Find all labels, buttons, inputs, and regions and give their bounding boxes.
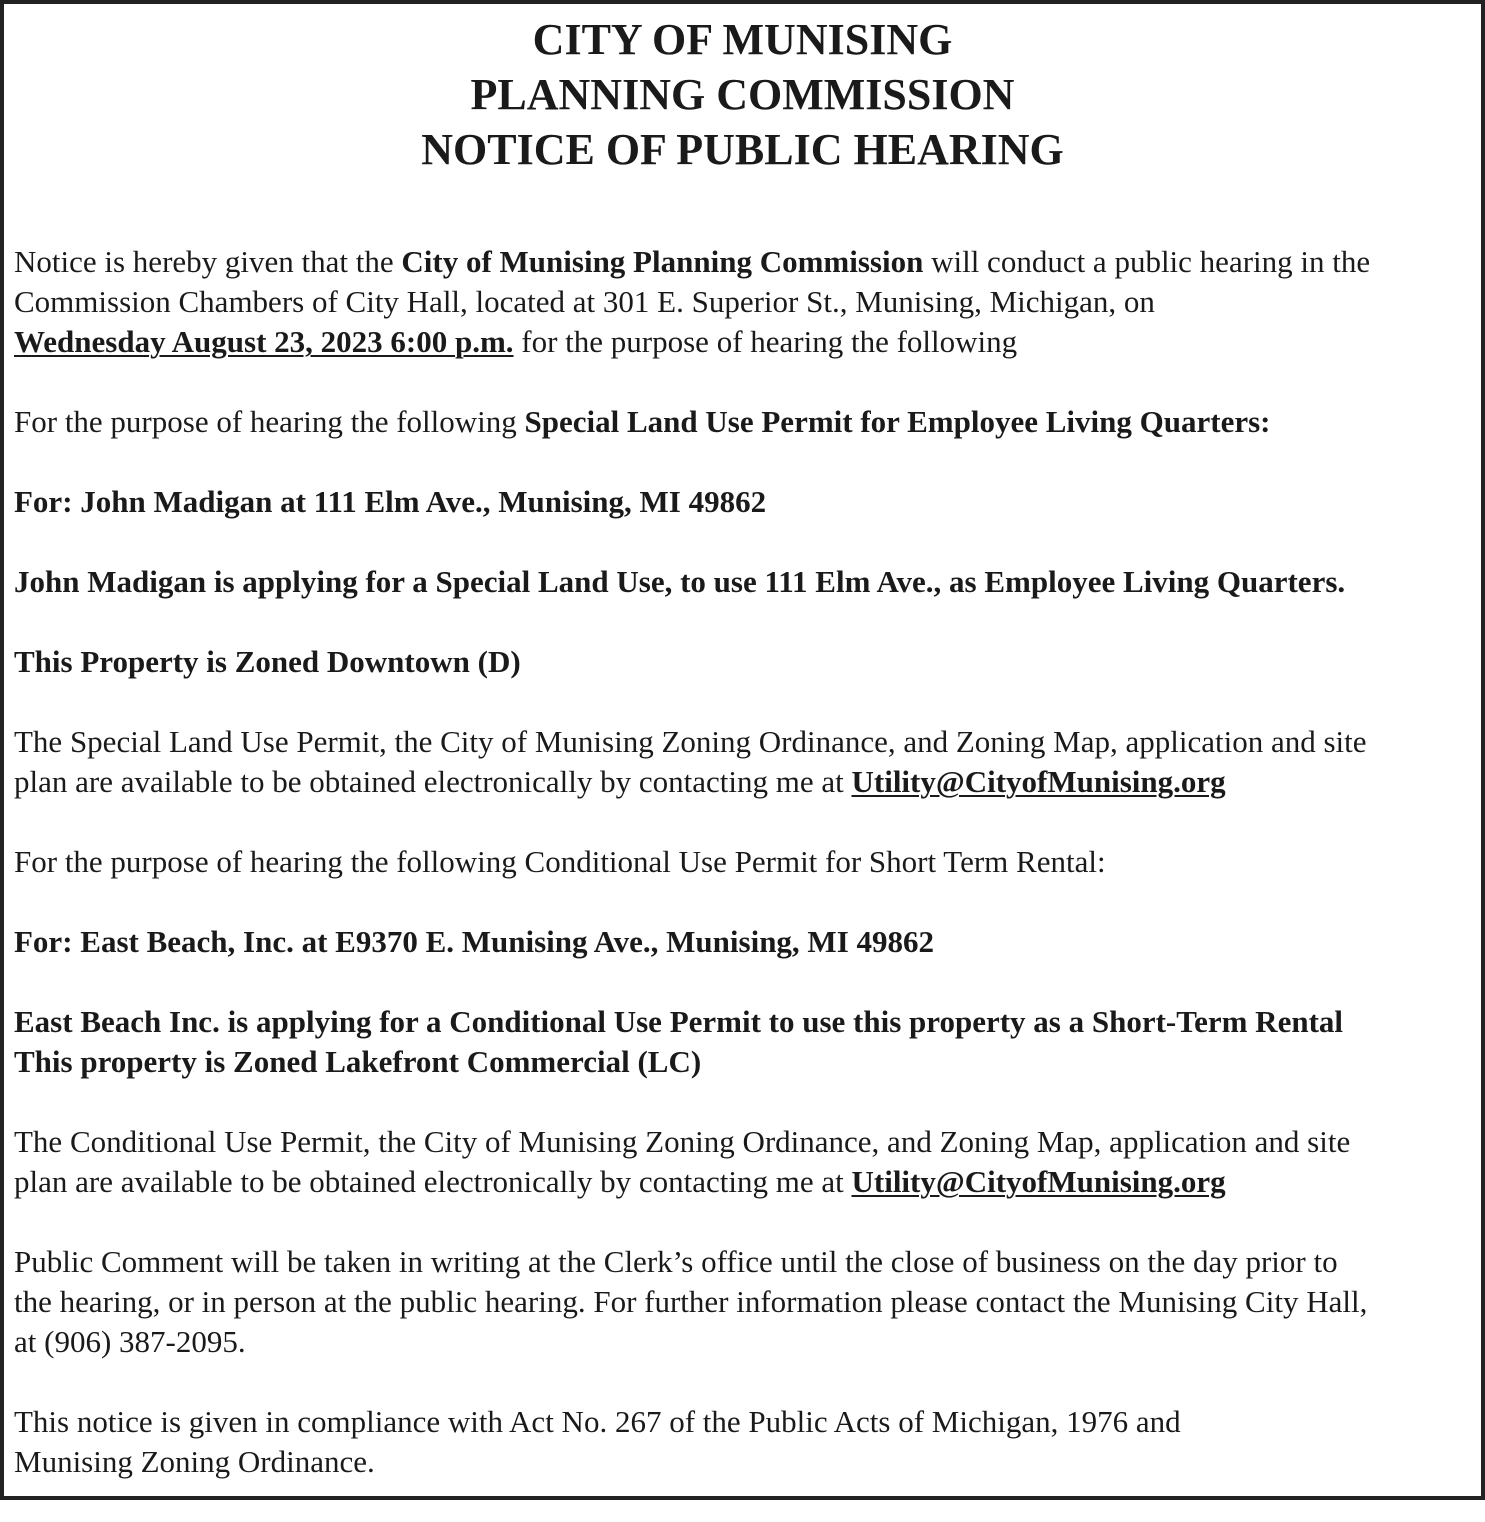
commission-name: City of Munising Planning Commission	[401, 244, 924, 279]
applicant-address: For: East Beach, Inc. at E9370 E. Munising Ave., Munising, MI 49862	[14, 924, 935, 959]
availability-line-1: The Special Land Use Permit, the City of Munising Zoning Ordinance, and Zoning Map, application and site	[14, 724, 1367, 759]
item2-applying	[14, 1002, 1473, 1082]
zoning-statement: This property is Zoned Lakefront Commercial (LC)	[14, 1044, 702, 1079]
availability-line-2	[14, 762, 1473, 802]
phone-number: at (906) 387-2095.	[14, 1324, 246, 1359]
intro-line-2: Commission Chambers of City Hall, located at 301 E. Superior St., Munising, Michigan, on	[14, 284, 1155, 319]
applicant-address: For: John Madigan at 111 Elm Ave., Munising, MI 49862	[14, 484, 767, 519]
application-description: John Madigan is applying for a Special Land Use, to use 111 Elm Ave., as Employee Living Quarters.	[14, 564, 1346, 599]
intro-paragraph	[14, 242, 1473, 362]
compliance-line-1: This notice is given in compliance with Act No. 267 of the Public Acts of Michigan, 1976 and	[14, 1404, 1181, 1439]
intro-text: for the purpose of hearing the following	[513, 324, 1018, 359]
item1-for	[14, 482, 1473, 522]
availability-line-1: The Conditional Use Permit, the City of Munising Zoning Ordinance, and Zoning Map, application and site	[14, 1124, 1351, 1159]
header-commission: PLANNING COMMISSION	[470, 70, 1015, 119]
compliance-line-2: Munising Zoning Ordinance.	[14, 1444, 375, 1479]
item1-availability	[14, 722, 1473, 802]
item1-purpose	[14, 402, 1473, 442]
availability-text: plan are available to be obtained electronically by contacting me at	[14, 764, 852, 799]
permit-type: Special Land Use Permit for Employee Living Quarters:	[524, 404, 1271, 439]
zoning-statement: This Property is Zoned Downtown (D)	[14, 644, 521, 679]
item2-for	[14, 922, 1473, 962]
intro-text: Notice is hereby given that the	[14, 244, 402, 279]
header-notice-title: NOTICE OF PUBLIC HEARING	[421, 125, 1064, 174]
item1-zoned	[14, 642, 1473, 682]
public-comment-line-2: the hearing, or in person at the public hearing. For further information please contact the Munising City Hall,	[14, 1284, 1368, 1319]
email-link[interactable]: Utility@CityofMunising.org	[851, 764, 1226, 799]
header-city: CITY OF MUNISING	[532, 15, 953, 64]
public-comment-line-1: Public Comment will be taken in writing at the Clerk’s office until the close of business on the day prior to	[14, 1244, 1338, 1279]
application-description: East Beach Inc. is applying for a Conditional Use Permit to use this property as a Short-Term Rental	[14, 1004, 1344, 1039]
compliance-paragraph	[14, 1402, 1473, 1482]
hearing-date: Wednesday August 23, 2023 6:00 p.m.	[14, 324, 514, 359]
availability-text: plan are available to be obtained electronically by contacting me at	[14, 1164, 852, 1199]
intro-text: will conduct a public hearing in the	[923, 244, 1371, 279]
public-comment-paragraph	[14, 1242, 1473, 1362]
intro-line-1	[14, 242, 1473, 282]
email-link[interactable]: Utility@CityofMunising.org	[851, 1164, 1226, 1199]
availability-line-2	[14, 1162, 1473, 1202]
item2-purpose: For the purpose of hearing the following Conditional Use Permit for Short Term Rental:	[14, 844, 1106, 879]
notice-header	[4, 12, 1481, 177]
item1-applying	[14, 562, 1473, 602]
purpose-text: For the purpose of hearing the following	[14, 404, 525, 439]
intro-line-3	[14, 322, 1473, 362]
item2-availability	[14, 1122, 1473, 1202]
notice-body	[14, 242, 1473, 1522]
